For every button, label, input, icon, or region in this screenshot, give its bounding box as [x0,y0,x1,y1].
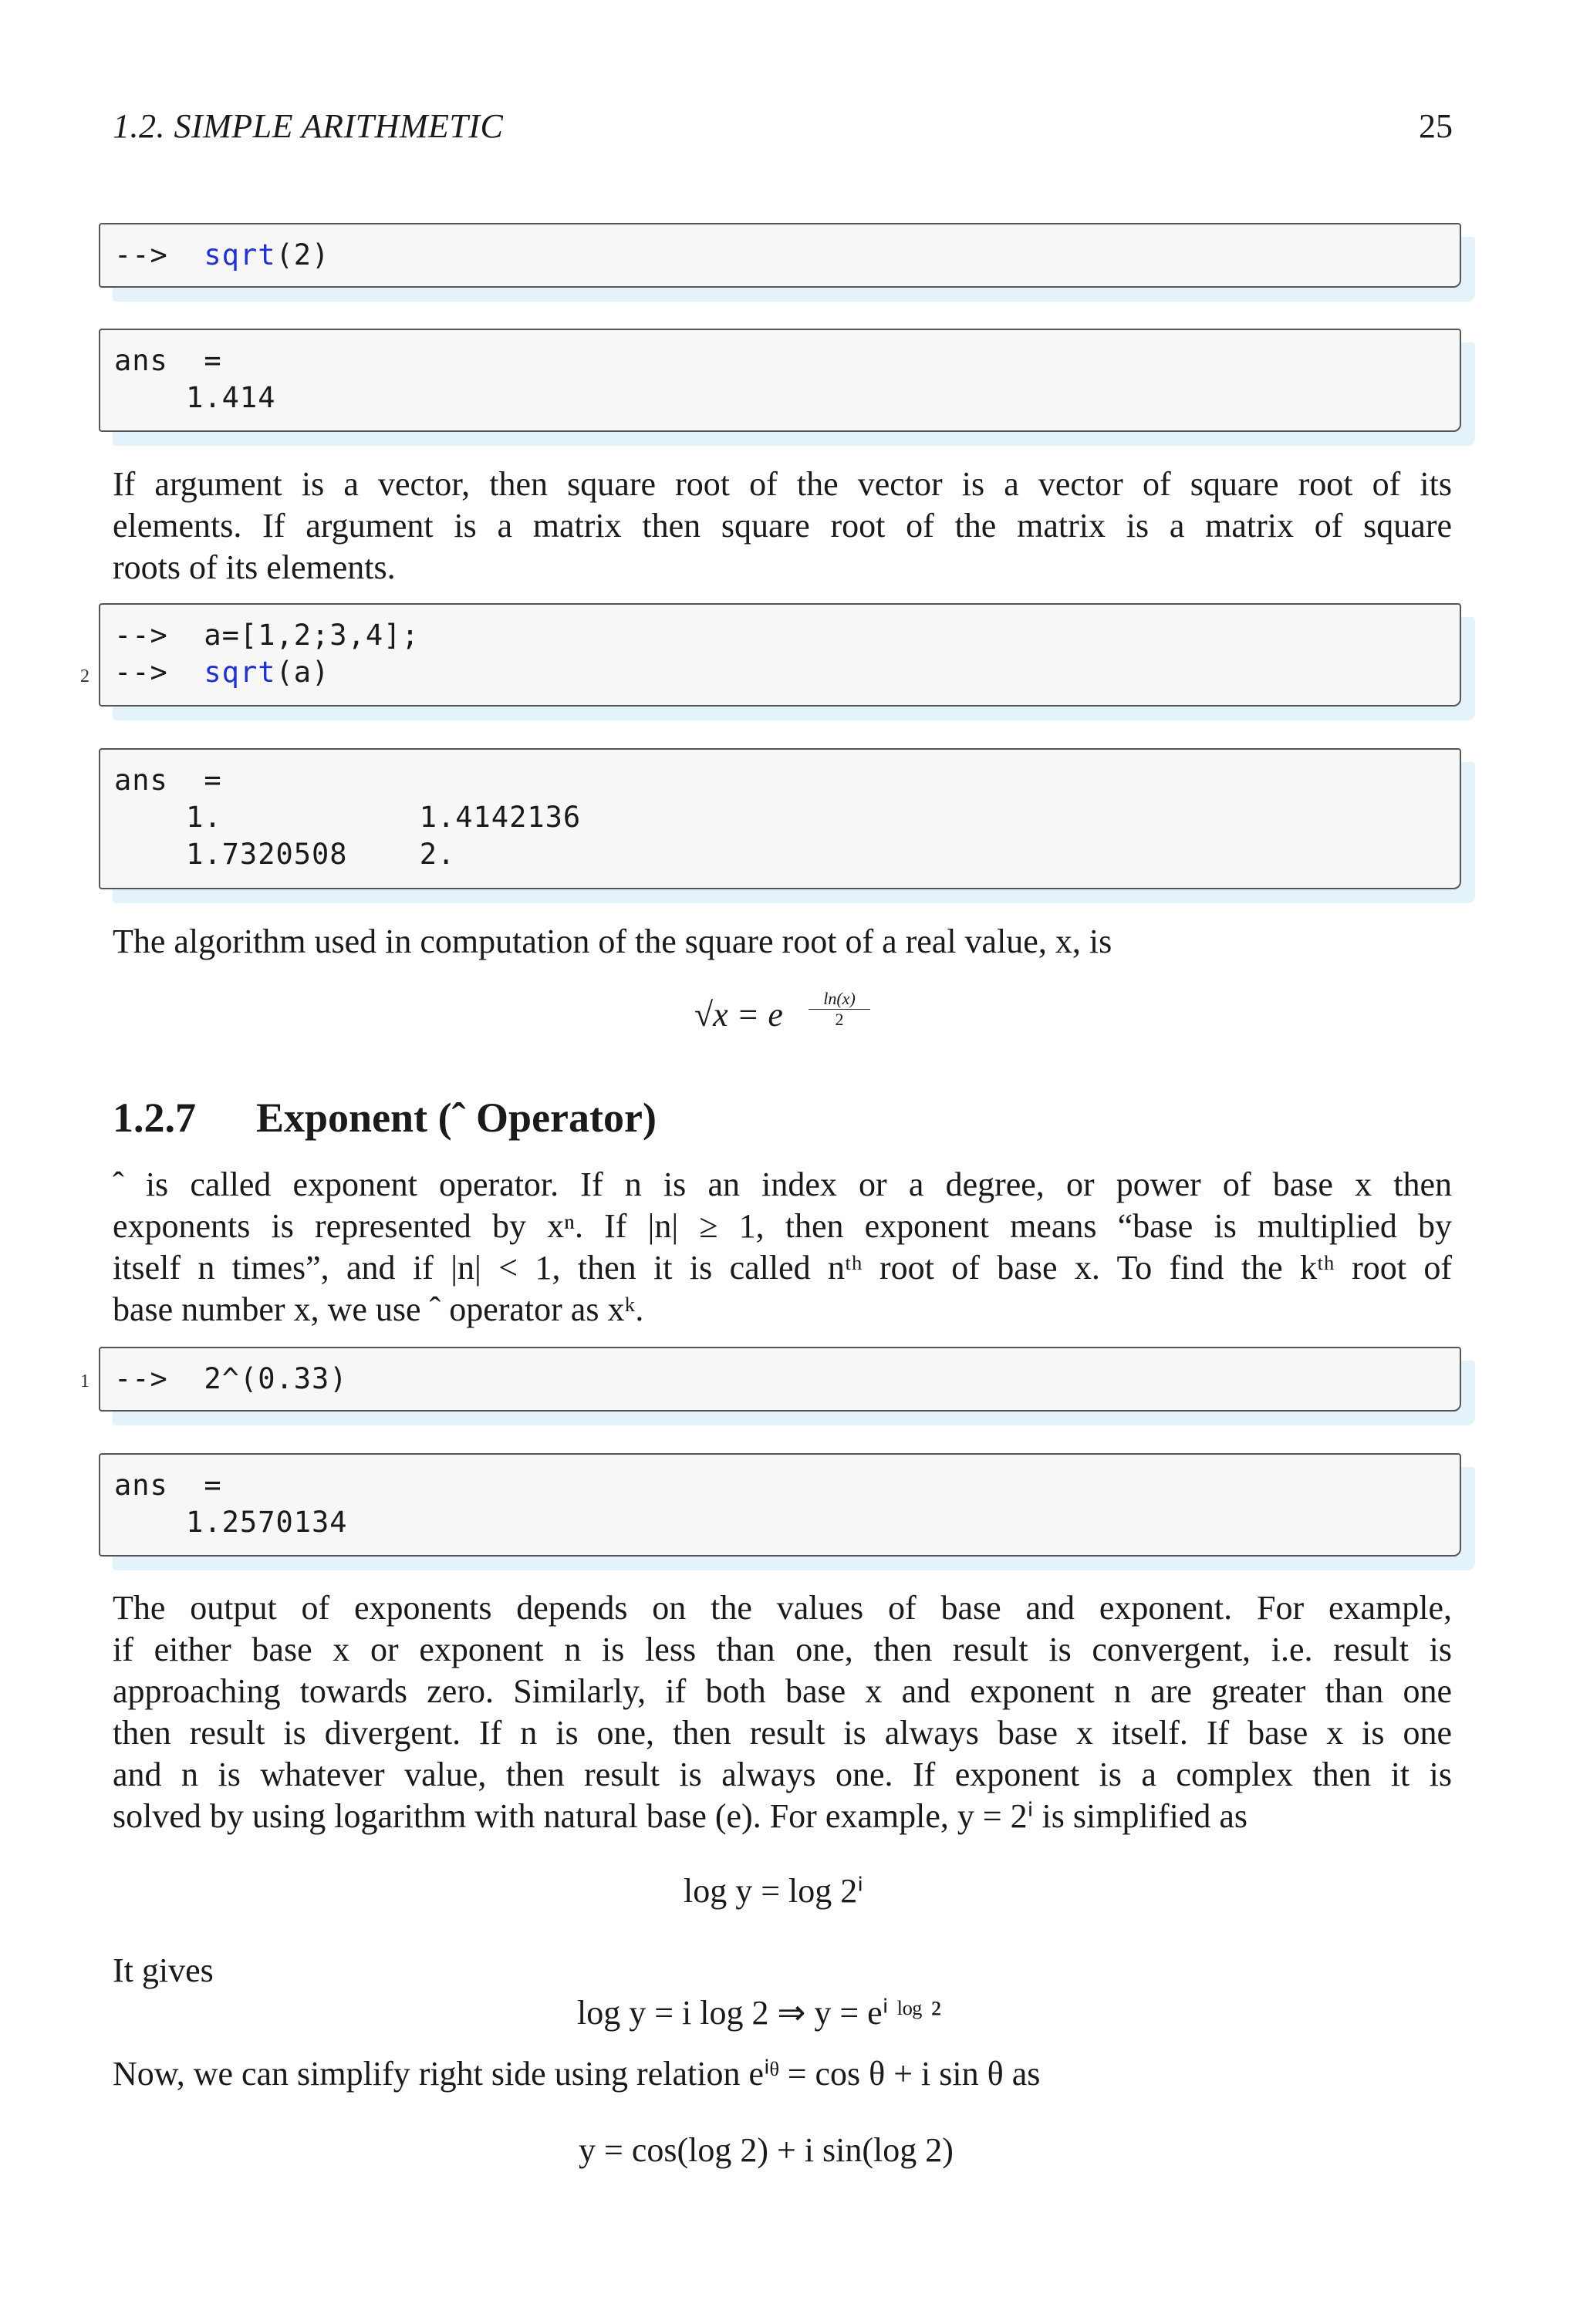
code-line [114,656,329,689]
text-line: If argument is a vector, then square root of the vector is a vector of square root of its [113,465,1452,503]
text-line: exponents is represented by xⁿ. If |n| ≥ 1, then exponent means “base is multiplied by [113,1207,1452,1245]
code-input-block-1 [99,223,1461,288]
exponent-fraction [809,989,870,1030]
output-line: 1.414 [114,381,276,414]
text-line: and n is whatever value, then result is always one. If exponent is a complex then it is [113,1756,1452,1793]
output-line: ans = [114,764,222,797]
equation-text: log y = log 2ⁱ [684,1872,864,1910]
section-title: Exponent (ˆ Operator) [256,1095,657,1141]
line-number: 1 [80,1371,89,1391]
text-line: ˆ is called exponent operator. If n is an index or a degree, or power of base x then [113,1165,1452,1203]
text-line: itself n times”, and if |n| < 1, then it is called nᵗʰ root of base x. To find the kᵗʰ root of [113,1249,1452,1287]
code-line: --> a=[1,2;3,4]; [114,619,420,652]
paragraph-it-gives [113,1950,1452,1992]
text-line: roots of its elements. [113,548,396,586]
equation-text: log y = i log 2 ⇒ y = eⁱ ˡᵒᵍ ² [577,1994,941,2032]
equation-log [684,1871,863,1911]
equation-result [579,2130,954,2170]
equation-text: y = cos(log 2) + i sin(log 2) [579,2131,954,2169]
output-line: 1.2570134 [114,1506,348,1539]
output-line: ans = [114,1469,222,1502]
code-output-block-3 [99,1453,1461,1557]
fraction-denominator: 2 [835,1010,844,1029]
paragraph-euler-relation [113,2053,1452,2095]
code-output-block-2 [99,748,1461,889]
page-number: 25 [1419,107,1453,145]
line-number: 2 [80,666,89,686]
code-args: (a) [275,656,330,689]
function-name: sqrt [204,656,276,689]
output-line: ans = [114,344,222,377]
code-input-block-3 [99,1347,1461,1412]
paragraph-vector-sqrt [113,464,1452,589]
paragraph-algorithm [113,921,1452,963]
paragraph-exponent-operator [113,1164,1452,1331]
code-args: (2) [275,238,330,272]
text-line: if either base x or exponent n is less than one, then result is convergent, i.e. result is [113,1631,1452,1668]
text-line: Now, we can simplify right side using relation eⁱᶿ = cos θ + i sin θ as [113,2055,1041,2093]
prompt: --> [114,656,168,689]
code-output-block-1 [99,329,1461,432]
output-line: 1. 1.4142136 [114,801,582,834]
section-number: 1.2.7 [113,1095,196,1141]
equation-lhs: √x = e [694,996,783,1034]
text-line: The algorithm used in computation of the square root of a real value, x, is [113,923,1112,960]
text-line: It gives [113,1951,214,1989]
text-line: The output of exponents depends on the values of base and exponent. For example, [113,1589,1452,1627]
text-line: then result is divergent. If n is one, then result is always base x itself. If base x is one [113,1714,1452,1752]
code-line [114,238,329,272]
running-header-section: 1.2. SIMPLE ARITHMETIC [113,107,504,145]
section-heading [113,1094,657,1142]
code-line: --> 2^(0.33) [114,1362,348,1395]
equation-log-implies [577,1993,941,2032]
text-line: approaching towards zero. Similarly, if both base x and exponent n are greater than one [113,1672,1452,1710]
code-input-block-2 [99,603,1461,707]
output-line: 1.7320508 2. [114,838,456,871]
text-line: elements. If argument is a matrix then square root of the matrix is a matrix of square [113,507,1452,545]
text-line: solved by using logarithm with natural base (e). For example, y = 2ⁱ is simplified as [113,1797,1247,1835]
function-name: sqrt [204,238,276,272]
text-line: base number x, we use ˆ operator as xᵏ. [113,1290,644,1328]
paragraph-exponent-output [113,1587,1452,1837]
fraction-numerator: ln(x) [809,989,870,1010]
prompt: --> [114,238,168,272]
equation-sqrt-exp [694,989,856,1034]
